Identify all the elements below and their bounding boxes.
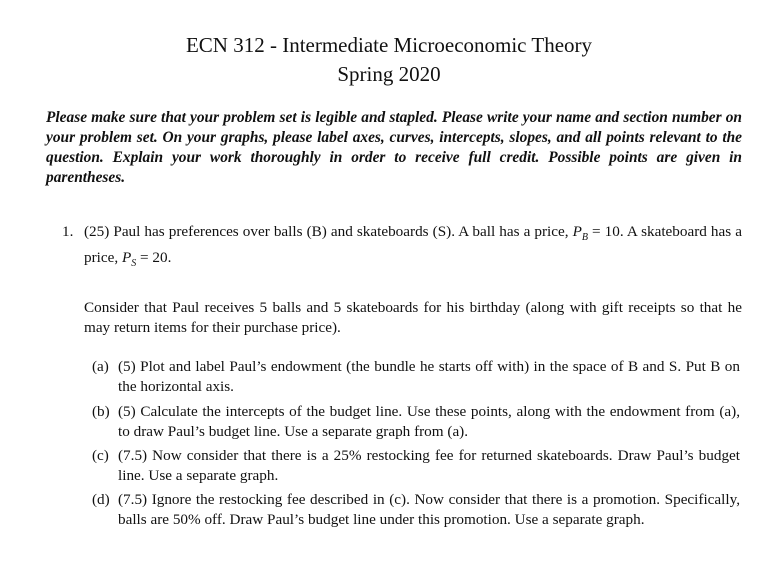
subpart-text: (7.5) Ignore the restocking fee described in (c). Now consider that there is a promotion. Specifically, balls are 50% off. Draw Paul’s budget line under this promotion. Use a separate graph. bbox=[118, 491, 740, 528]
course-title: ECN 312 - Intermediate Microeconomic Theory bbox=[185, 33, 593, 57]
price-ball-symbol: $P_B$ bbox=[572, 223, 588, 244]
term-label: Spring 2020 bbox=[337, 62, 441, 86]
price-ball-value: = 10. A skateboard has a price, bbox=[84, 223, 742, 267]
subpart-label: (b) bbox=[92, 403, 110, 420]
problem-intro-text: (25) Paul has preferences over balls (B) and skateboards (S). A ball has a price, bbox=[84, 223, 573, 240]
problem-number: 1. bbox=[62, 223, 74, 240]
subpart-d bbox=[92, 490, 740, 530]
problem-context: Consider that Paul receives 5 balls and 5 skateboards for his birthday (along with gift receipts so that he may return items for their purchase price). bbox=[84, 299, 742, 337]
subpart-a bbox=[92, 357, 740, 397]
subpart-label: (c) bbox=[92, 447, 109, 464]
problem-intro bbox=[84, 222, 742, 274]
instructions-paragraph: Please make sure that your problem set is legible and stapled. Please write your name and section number on your problem set. On your graphs, please label axes, curves, intercepts, slopes, and all points relevant to the question. Explain your work thoroughly in order to receive full credit. Possible points are given in parentheses. bbox=[46, 109, 742, 186]
subpart-text: (5) Calculate the intercepts of the budget line. Use these points, along with the endowment from (a), to draw Paul’s budget line. Use a separate graph from (a). bbox=[118, 403, 740, 440]
price-skateboard-value: = 20. bbox=[136, 249, 172, 267]
subpart-label: (d) bbox=[92, 491, 110, 508]
subpart-c bbox=[92, 446, 740, 486]
problem-body bbox=[84, 222, 742, 338]
subpart-text: (7.5) Now consider that there is a 25% restocking fee for returned skateboards. Draw Paul’s budget line. Use a separate graph. bbox=[118, 447, 740, 484]
subpart-label: (a) bbox=[92, 358, 109, 375]
price-skateboard-symbol: $P_S$ bbox=[121, 249, 137, 270]
subpart-text: (5) Plot and label Paul’s endowment (the bundle he starts off with) in the space of B and S. Put B on the horizontal axis. bbox=[118, 358, 740, 395]
subpart-b bbox=[92, 402, 740, 442]
problem-1 bbox=[62, 222, 742, 338]
